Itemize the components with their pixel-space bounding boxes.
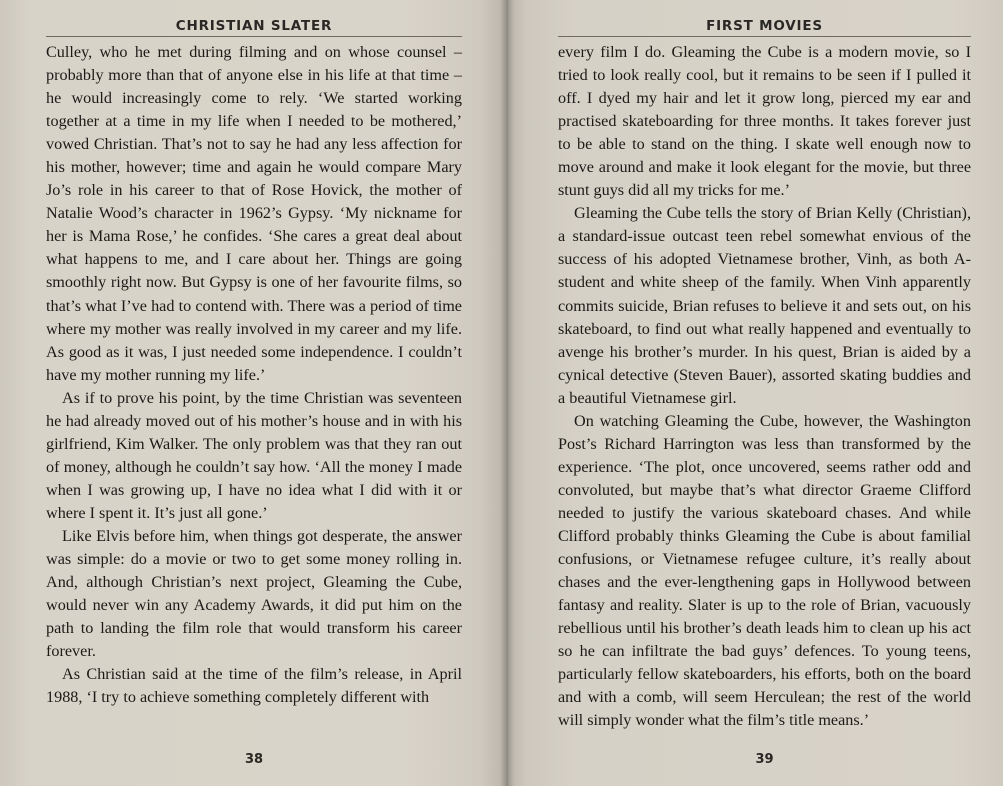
right-page-body — [558, 41, 971, 732]
paragraph: Like Elvis before him, when things got desperate, the answer was simple: do a movie or two to get some money rolling in. And, although Christian’s next project, Gleaming the Cube, would never win any Academy Awards, it did put him on the path to landing the film role that would transform his career forever. — [46, 526, 462, 661]
paragraph: As Christian said at the time of the film’s release, in April 1988, ‘I try to achieve something completely different with — [46, 665, 462, 707]
left-page-body — [46, 41, 462, 709]
right-page — [506, 0, 1003, 786]
running-head-left: CHRISTIAN SLATER — [46, 18, 462, 37]
page-number-right: 39 — [755, 752, 774, 767]
paragraph: As if to prove his point, by the time Christian was seventeen he had already moved out of his mother’s house and in with his girlfriend, Kim Walker. The only problem was that they ran out of money, although he couldn’t say how. ‘All the money I made when I was growing up, I have no idea what I did with it or where I spent it. It’s just all gone.’ — [46, 388, 462, 522]
paragraph: Gleaming the Cube tells the story of Brian Kelly (Christian), a standard-issue outcast teen rebel somewhat envious of the success of his adopted Vietnamese brother, Vinh, as both A-student and white sheep of the family. When Vinh apparently commits suicide, Brian refuses to believe it and sets out, on his skateboard, to find out what really happened and eventually to avenge his brother’s murder. In his quest, Brian is aided by a cynical detective (Steven Bauer), assorted skating buddies and a beautiful Vietnamese girl. — [558, 204, 971, 407]
paragraph: every film I do. Gleaming the Cube is a modern movie, so I tried to look really cool, but it remains to be seen if I pulled it off. I dyed my hair and let it grow long, pierced my ear and practised skateboarding for three months. It takes forever just to be able to stand on the thing. I skate well enough now to move around and make it look elegant for the movie, but three stunt guys did all my tricks for me.’ — [558, 43, 971, 200]
paragraph: Culley, who he met during filming and on whose counsel – probably more than that of anyone else in his life at that time – he would increasingly come to rely. ‘We started working together at a time in my life when I needed to be mothered,’ vowed Christian. That’s not to say he had any less affection for his mother, however; time and again he would compare Mary Jo’s role in his career to that of Rose Hovick, the mother of Natalie Wood’s character in 1962’s Gypsy. ‘My nickname for her is Mama Rose,’ he confides. ‘She cares a great deal about what happens to me, and I care about her. Things are going smoothly right now. But Gypsy is one of her favourite films, so that’s what I’ve had to contend with. There was a period of time where my mother was really involved in my career and my life. As good as it was, I just needed some independence. I couldn’t have my mother running my life.’ — [46, 43, 462, 384]
running-head-right: FIRST MOVIES — [558, 18, 971, 37]
page-number-left: 38 — [244, 752, 264, 767]
paragraph: On watching Gleaming the Cube, however, the Washington Post’s Richard Harrington was less than transformed by the experience. ‘The plot, once uncovered, seems rather odd and convoluted, but maybe that’s what director Graeme Clifford needed to justify the various skateboard chases. And while Clifford probably thinks Gleaming the Cube is about familial confusions, or Vietnamese refugee culture, it’s really about chases and the ever-lengthening gaps in Hollywood between fantasy and reality. Slater is up to the role of Brian, vacuously rebellious until his brother’s death leads him to clean up his act so he can infiltrate the bad guys’ defences. To young teens, particularly fellow skateboarders, his efforts, both on the board and with a comb, will seem Herculean; the rest of the world will simply wonder what the film’s title means.’ — [558, 411, 971, 730]
